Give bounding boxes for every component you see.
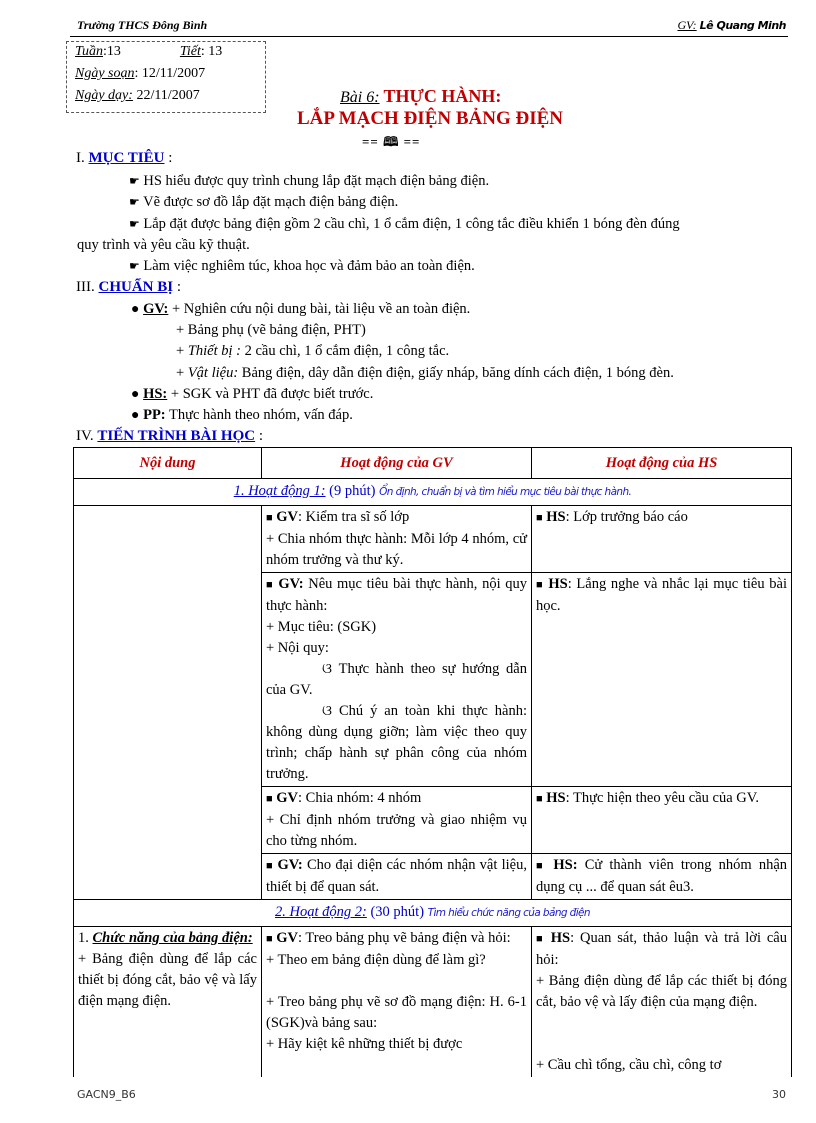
hs-cell: ■ HS: Thực hiện theo yêu cầu của GV. (532, 787, 792, 854)
pointing-hand-icon: ☛ (129, 217, 140, 231)
prep-gv-device: + Thiết bị : 2 cầu chì, 1 ổ cắm điện, 1 công tắc. (176, 343, 450, 359)
gv-text: + Mục tiêu: (SGK) (266, 619, 377, 635)
gv-item: + Nghiên cứu nội dung bài, tài liệu về an toàn điện. (171, 301, 471, 317)
hs-cell: ■ HS: Cử thành viên trong nhóm nhận dụng cụ ... để quan sát êu3. (532, 854, 792, 900)
period-label: Tiết (179, 44, 201, 59)
gv-text: Thực hành theo sự hướng dẫn của GV. (266, 661, 527, 698)
lesson-subtitle: LẮP MẠCH ĐIỆN BẢNG ĐIỆN (296, 108, 564, 129)
book-ornament: == 🕮 == (362, 134, 421, 149)
device-label: Thiết bị : (187, 343, 241, 359)
footer-doc-code: GACN9_B6 (77, 1088, 136, 1101)
hs-text: : Lớp trưởng báo cáo (565, 509, 688, 525)
section-title: CHUẨN BỊ (98, 279, 174, 295)
material-text: Bảng điện, dây dẫn điện điện, giấy nháp, băng dính cách điện, 1 bóng đèn. (238, 365, 674, 381)
gv-cell: ■ GV: Kiểm tra sĩ số lớp + Chia nhóm thực hành: Mỗi lớp 4 nhóm, cử nhóm trưởng và thư ký. (262, 506, 532, 573)
objective-text: Lắp đặt được bảng điện gồm 2 cầu chì, 1 ổ cắm điện, 1 công tắc điều khiển 1 bóng đèn đúng (143, 216, 680, 232)
objective-1 (129, 173, 489, 190)
hs-label: HS: (143, 386, 168, 402)
hs-text: + Cầu chì tổng, cầu chì, công tơ (536, 1057, 722, 1073)
teacher-label (677, 18, 786, 33)
header-content: Nội dung (74, 448, 262, 479)
gv-text: : Treo bảng phụ vẽ bảng điện và hỏi: (298, 930, 511, 946)
week-value: :13 (103, 44, 121, 59)
section-objectives-heading (76, 150, 172, 167)
table-row (74, 506, 792, 573)
hs-text: : Thực hiện theo yêu cầu của GV. (565, 790, 759, 806)
lesson-process-table (73, 447, 792, 1077)
gv-text: + Chia nhóm thực hành: Mỗi lớp 4 nhóm, cử nhóm trưởng và thư ký. (266, 531, 527, 568)
teach-date-value: 22/11/2007 (132, 88, 200, 103)
section-number: IV. (76, 428, 94, 444)
bullet-icon: ● (131, 302, 140, 317)
activity-2-time: (30 phút) (366, 904, 425, 920)
table-row (74, 927, 792, 1078)
section-title: MỤC TIÊU (88, 150, 165, 166)
hs-tag: HS (546, 509, 566, 525)
objective-2 (129, 194, 398, 211)
section-colon: : (255, 428, 264, 444)
gv-label: GV: (677, 18, 697, 32)
section-title: TIẾN TRÌNH BÀI HỌC (97, 428, 256, 444)
activity-1-time: (9 phút) (325, 483, 376, 499)
gv-text: + Nội quy: (266, 640, 329, 656)
gv-text: Nêu mục tiêu bài thực hành, nội quy thực hành: (266, 576, 527, 614)
hs-text: + SGK và PHT đã được biết trước. (167, 386, 374, 402)
header-hs: Hoạt động của HS (532, 448, 792, 479)
section-colon: : (173, 279, 182, 295)
activity-2-title (74, 900, 792, 927)
hs-text: : Lắng nghe và nhắc lại mục tiêu bài học. (536, 576, 787, 614)
footer-page-number: 30 (772, 1088, 786, 1101)
hs-text: : Quan sát, thảo luận và trả lời câu hỏi: (536, 930, 787, 968)
device-text: 2 cầu chì, 1 ổ cắm điện, 1 công tắc. (240, 343, 450, 359)
activity-1-handwritten-note: Ổn định, chuẩn bị và tìm hiểu mục tiêu bài thực hành. (379, 486, 632, 498)
lesson-name: THỰC HÀNH: (383, 86, 502, 106)
pp-text: Thực hành theo nhóm, vấn đáp. (165, 407, 353, 423)
prep-date-label: Ngày soạn (75, 66, 135, 81)
objective-text: Vẽ được sơ đồ lắp đặt mạch điện bảng điện. (143, 194, 399, 210)
prep-gv-board: + Bảng phụ (vẽ bảng điện, PHT) (176, 322, 366, 338)
gv-tag: GV: (278, 576, 304, 592)
pointing-hand-icon: ☛ (129, 174, 140, 188)
prep-gv-line (131, 301, 470, 318)
gv-text: + Treo bảng phụ vẽ sơ đồ mạng điện: H. 6-1 (SGK)và bảng sau: (266, 994, 527, 1031)
gv-tag: GV: (277, 857, 303, 873)
gv-tag: GV (276, 790, 299, 806)
lesson-label: Bài 6: (340, 89, 380, 106)
section-colon: : (164, 150, 173, 166)
content-cell-empty (74, 506, 262, 900)
gv-text: + Chỉ định nhóm trưởng và giao nhiệm vụ cho từng nhóm. (266, 812, 527, 849)
gv-text: Cho đại diện các nhóm nhận vật liệu, thiết bị để quan sát. (266, 857, 527, 895)
lesson-title (340, 86, 501, 107)
section-process-heading (76, 428, 263, 445)
pp-label: PP: (143, 407, 166, 423)
gv-cell: ■ GV: Cho đại diện các nhóm nhận vật liệu, thiết bị để quan sát. (262, 854, 532, 900)
scroll-icon: ଓ (322, 703, 332, 719)
activity-1-label: 1. Hoạt động 1: (233, 483, 326, 499)
header-rule (70, 36, 788, 37)
gv-text: + Hãy kiệt kê những thiết bị được (266, 1036, 463, 1052)
lesson-info-box (66, 41, 266, 113)
activity-2-label: 2. Hoạt động 2: (275, 904, 367, 920)
gv-text: + Theo em bảng điện dùng để làm gì? (266, 952, 486, 968)
objective-4 (129, 258, 475, 275)
activity-2-row (74, 900, 792, 927)
prep-date-value: : 12/11/2007 (134, 66, 206, 81)
material-label: Vật liệu: (187, 365, 239, 381)
gv-tag: GV (276, 930, 299, 946)
content-text: + Bảng điện dùng để lắp các thiết bị đóng cắt, bảo vệ và lấy điện mạng điện. (78, 951, 257, 1009)
hs-tag: HS (546, 790, 566, 806)
gv-cell: ■ GV: Chia nhóm: 4 nhóm + Chỉ định nhóm trưởng và giao nhiệm vụ cho từng nhóm. (262, 787, 532, 854)
hs-cell: ■ HS: Lớp trưởng báo cáo (532, 506, 792, 573)
content-cell (74, 927, 262, 1078)
activity-1-title (74, 479, 792, 506)
objective-text: Làm việc nghiêm túc, khoa học và đảm bảo an toàn điện. (143, 258, 475, 274)
activity-1-row (74, 479, 792, 506)
week-label: Tuần (75, 44, 104, 59)
gv-tag: GV (276, 509, 299, 525)
pointing-hand-icon: ☛ (129, 195, 140, 209)
section-preparation-heading (76, 279, 181, 296)
hs-tag: HS (550, 930, 571, 946)
week-line (75, 44, 222, 60)
section-number: I. (76, 150, 85, 166)
hs-text: Cử thành viên trong nhóm nhận dụng cụ ... để quan sát êu3. (536, 857, 788, 895)
header-gv: Hoạt động của GV (262, 448, 532, 479)
teach-date-label: Ngày dạy: (75, 88, 133, 103)
gv-cell: ■ GV: Treo bảng phụ vẽ bảng điện và hỏi: + Theo em bảng điện dùng để làm gì? + Treo bảng phụ vẽ sơ đồ mạng điện: H. 6-1 (SGK)và bảng sau: + Hãy kiệt kê những thiết bị được (262, 927, 532, 1078)
gv-text: : Chia nhóm: 4 nhóm (298, 790, 422, 806)
period-value: : 13 (200, 44, 223, 59)
teacher-signature: Lê Quang Minh (699, 19, 786, 32)
gv-text: : Kiểm tra sĩ số lớp (298, 509, 410, 525)
prep-pp-line (131, 407, 353, 424)
gv-label: GV: (143, 301, 169, 317)
scroll-icon: ଓ (322, 661, 332, 677)
content-title: Chức năng của bảng điện: (92, 930, 253, 946)
table-header-row (74, 448, 792, 479)
teach-date-line (75, 88, 200, 104)
bullet-icon: ● (131, 408, 140, 423)
hs-text: + Bảng điện dùng để lắp các thiết bị đóng cắt, bảo vệ và lấy điện của mạng điện. (536, 973, 787, 1010)
section-number: III. (76, 279, 95, 295)
school-name: Trường THCS Đông Bình (77, 18, 208, 32)
prep-date-line (75, 66, 205, 82)
prep-gv-material: + Vật liệu: Bảng điện, dây dẫn điện điện, giấy nháp, băng dính cách điện, 1 bóng đèn. (176, 365, 674, 381)
gv-cell: ■ GV: Nêu mục tiêu bài thực hành, nội quy thực hành: + Mục tiêu: (SGK) + Nội quy: ଓ Thực hành theo sự hướng dẫn của GV. ଓ Chú ý an toàn khi thực hành: không dùng dụng giỡn; làm việc theo quy trình; chấp hành sự phân công của nhóm trưởng. (262, 573, 532, 787)
pointing-hand-icon: ☛ (129, 259, 140, 273)
objective-3 (129, 216, 680, 233)
prep-hs-line (131, 386, 373, 403)
hs-tag: HS (548, 576, 568, 592)
hs-tag: HS: (553, 857, 578, 873)
activity-2-handwritten-note: Tìm hiểu chức năng của bảng điện (427, 907, 590, 919)
gv-text: Chú ý an toàn khi thực hành: không dùng dụng giỡn; làm việc theo quy trình; chấp hành sự phân công của nhóm trưởng. (266, 703, 528, 782)
objective-text: HS hiểu được quy trình chung lắp đặt mạch điện bảng điện. (143, 173, 490, 189)
content-number: 1. (78, 930, 89, 946)
hs-cell: ■ HS: Lắng nghe và nhắc lại mục tiêu bài học. (532, 573, 792, 787)
objective-3-cont: quy trình và yêu cầu kỹ thuật. (77, 237, 250, 253)
hs-cell: ■ HS: Quan sát, thảo luận và trả lời câu hỏi: + Bảng điện dùng để lắp các thiết bị đóng cắt, bảo vệ và lấy điện của mạng điện. + Cầu chì tổng, cầu chì, công tơ (532, 927, 792, 1078)
bullet-icon: ● (131, 387, 140, 402)
